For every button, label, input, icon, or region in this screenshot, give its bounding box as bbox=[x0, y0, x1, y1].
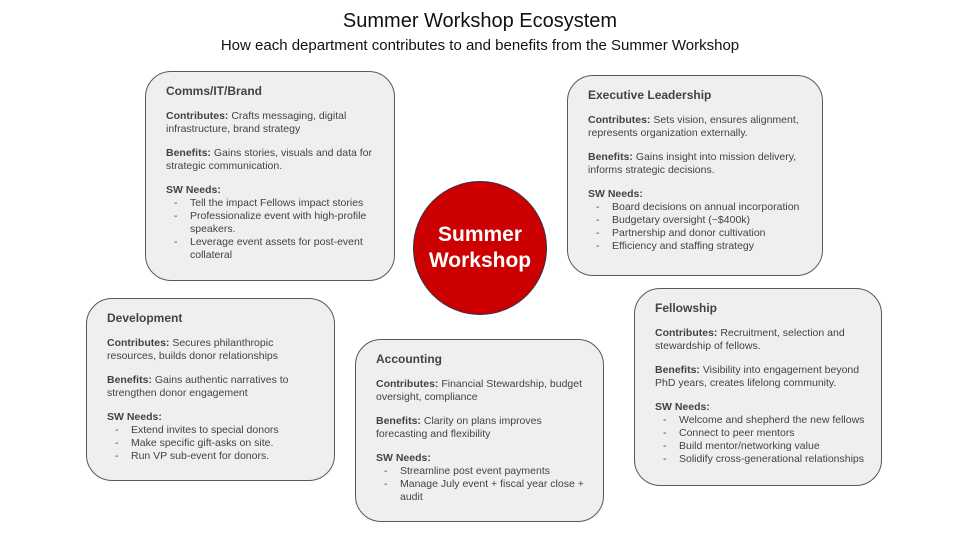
needs-heading: SW Needs: bbox=[166, 184, 221, 196]
benefits-text: Benefits: Gains authentic narratives to strengthen donor engagement bbox=[107, 374, 289, 399]
needs-heading: SW Needs: bbox=[376, 452, 431, 464]
contributes-text: Contributes: Financial Stewardship, budget oversight, compliance bbox=[376, 378, 583, 403]
needs-item: - Efficiency and staffing strategy bbox=[588, 240, 810, 253]
needs-list bbox=[376, 465, 591, 504]
benefits-text: Benefits: Clarity on plans improves forecasting and flexibility bbox=[376, 415, 542, 440]
needs-item: - Extend invites to special donors bbox=[107, 424, 322, 437]
hub-circle bbox=[413, 181, 547, 315]
benefits-text: Benefits: Gains insight into mission delivery, informs strategic decisions. bbox=[588, 151, 797, 176]
needs-item: - Leverage event assets for post-event collateral bbox=[166, 236, 382, 262]
needs-heading: SW Needs: bbox=[655, 401, 710, 413]
department-card-executive-leadership bbox=[567, 75, 823, 276]
contributes-text: Contributes: Sets vision, ensures alignment, represents organization externally. bbox=[588, 114, 799, 139]
diagram-subtitle: How each department contributes to and benefits from the Summer Workshop bbox=[220, 37, 740, 54]
needs-item: - Board decisions on annual incorporation bbox=[588, 201, 810, 214]
needs-list bbox=[588, 201, 810, 253]
contributes-text: Contributes: Recruitment, selection and stewardship of fellows. bbox=[655, 327, 845, 352]
needs-item: - Solidify cross-generational relationships bbox=[655, 453, 869, 466]
needs-item: - Tell the impact Fellows impact stories bbox=[166, 197, 382, 210]
needs-item: - Streamline post event payments bbox=[376, 465, 591, 478]
department-name: Comms/IT/Brand bbox=[166, 84, 263, 98]
hub-label-line1: Summer bbox=[437, 223, 523, 246]
needs-heading: SW Needs: bbox=[107, 411, 162, 423]
department-card-comms bbox=[145, 71, 395, 281]
needs-list bbox=[166, 197, 382, 262]
diagram-title: Summer Workshop Ecosystem bbox=[342, 10, 618, 32]
needs-list bbox=[655, 414, 869, 466]
needs-item: - Partnership and donor cultivation bbox=[588, 227, 810, 240]
contributes-text: Contributes: Crafts messaging, digital infrastructure, brand strategy bbox=[166, 110, 347, 135]
benefits-text: Benefits: Visibility into engagement beyond PhD years, creates lifelong community. bbox=[655, 364, 860, 389]
needs-item: - Budgetary oversight (~$400k) bbox=[588, 214, 810, 227]
benefits-text: Benefits: Gains stories, visuals and data for strategic communication. bbox=[166, 147, 373, 172]
needs-item: - Welcome and shepherd the new fellows bbox=[655, 414, 869, 427]
needs-item: - Connect to peer mentors bbox=[655, 427, 869, 440]
department-name: Executive Leadership bbox=[588, 88, 712, 102]
contributes-text: Contributes: Secures philanthropic resources, builds donor relationships bbox=[107, 337, 279, 362]
department-name: Accounting bbox=[376, 352, 442, 366]
department-card-fellowship bbox=[634, 288, 882, 486]
department-card-accounting bbox=[355, 339, 604, 522]
needs-item: - Professionalize event with high-profile speakers. bbox=[166, 210, 382, 236]
department-name: Development bbox=[107, 311, 183, 325]
needs-item: - Build mentor/networking value bbox=[655, 440, 869, 453]
hub-label-line2: Workshop bbox=[428, 249, 532, 272]
needs-list bbox=[107, 424, 322, 463]
department-name: Fellowship bbox=[655, 301, 718, 315]
needs-item: - Manage July event + fiscal year close + audit bbox=[376, 478, 591, 504]
needs-item: - Run VP sub-event for donors. bbox=[107, 450, 322, 463]
department-card-development bbox=[86, 298, 335, 481]
needs-heading: SW Needs: bbox=[588, 188, 643, 200]
needs-item: - Make specific gift-asks on site. bbox=[107, 437, 322, 450]
